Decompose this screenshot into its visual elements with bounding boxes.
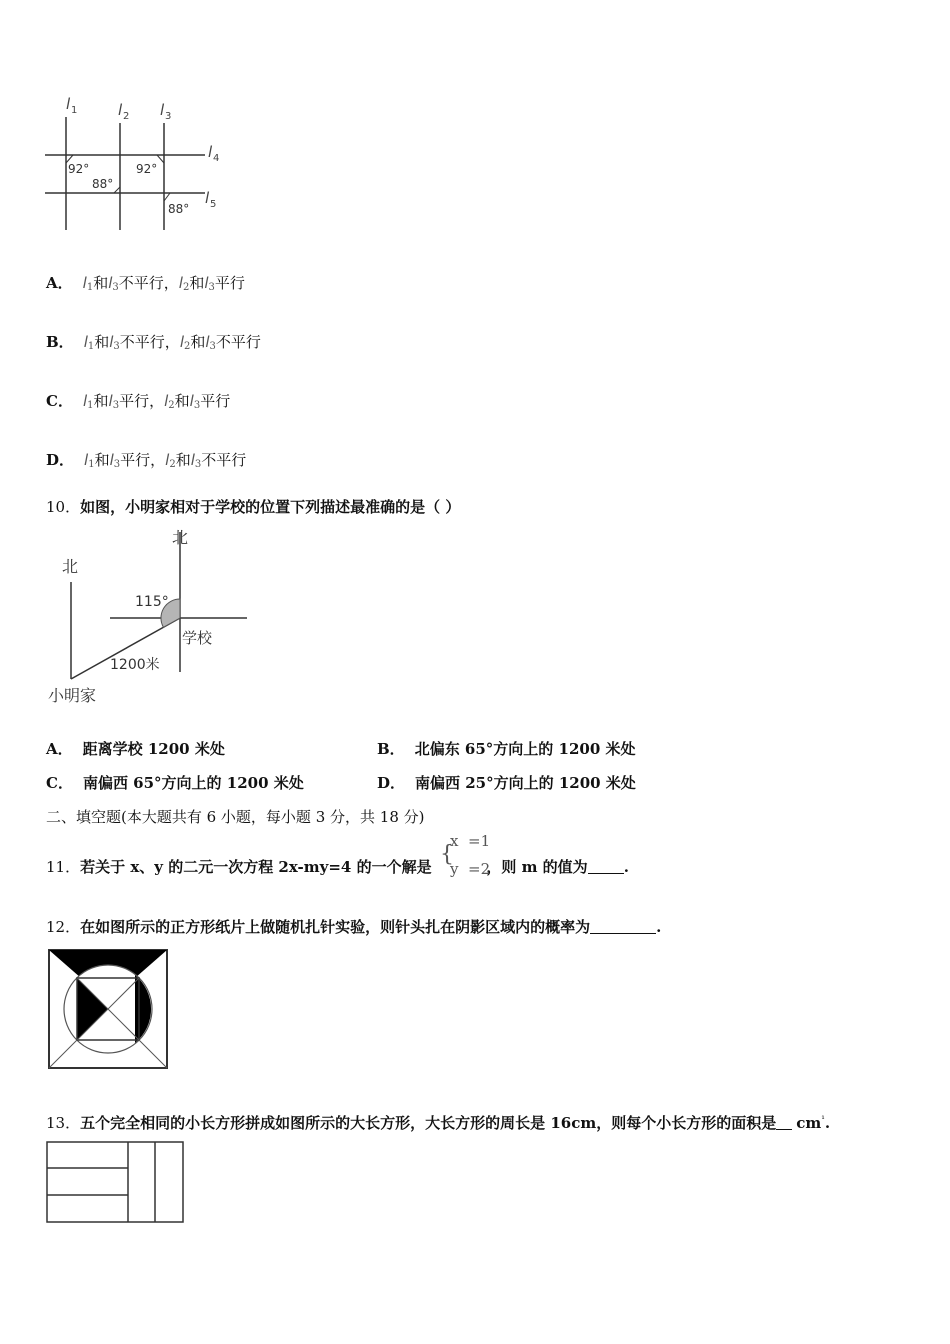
north-label-right: 北	[172, 528, 189, 547]
angle-88-right: 88°	[168, 202, 190, 216]
home-label: 小明家	[48, 686, 97, 705]
parallel-lines-figure	[40, 95, 240, 235]
label-l2: l	[118, 101, 123, 119]
q10-option-c[interactable]: C． 南偏西 65°方向上的 1200 米处	[46, 774, 304, 792]
label-l4: l	[208, 143, 213, 161]
option-d[interactable]: D． $l_1$和$l_3$平行，$l_2$和$l_3$不平行	[46, 451, 247, 470]
q10-option-d[interactable]: D． 南偏西 25°方向上的 1200 米处	[377, 774, 636, 792]
north-label-left: 北	[62, 557, 79, 576]
angle-label: 115°	[135, 594, 169, 610]
svg-text:5: 5	[210, 199, 217, 210]
angle-88-left: 88°	[92, 177, 114, 191]
svg-text:1: 1	[71, 105, 78, 116]
option-a[interactable]: A． $l_1$和$l_3$不平行，$l_2$和$l_3$平行	[46, 274, 245, 293]
angle-92-left: 92°	[68, 162, 90, 176]
answer-blank-13[interactable]	[776, 1115, 792, 1130]
section-title: 二、填空题(本大题共有 6 小题，每小题 3 分，共 18 分)	[46, 808, 425, 826]
option-c[interactable]: C． $l_1$和$l_3$平行，$l_2$和$l_3$平行	[46, 392, 231, 411]
distance-label: 1200米	[110, 657, 160, 673]
label-l5: l	[205, 189, 210, 207]
svg-text:2: 2	[123, 111, 130, 122]
school-label: 学校	[182, 629, 213, 647]
svg-text:3: 3	[165, 111, 172, 122]
angle-92-right: 92°	[136, 162, 158, 176]
question-11: 11．若关于 x、y 的二元一次方程 2x-my=4 的一个解是 ，则 m 的值为 .	[46, 858, 629, 876]
answer-blank-11[interactable]	[588, 859, 624, 874]
q10-option-b[interactable]: B． 北偏东 65°方向上的 1200 米处	[377, 740, 636, 758]
svg-text:4: 4	[213, 153, 220, 164]
brace-icon: {	[440, 842, 454, 867]
answer-blank-12[interactable]	[590, 919, 656, 934]
label-l1: l	[66, 95, 71, 113]
option-b[interactable]: B． $l_1$和$l_3$不平行，$l_2$和$l_3$不平行	[46, 333, 261, 352]
question-10: 10．如图，小明家相对于学校的位置下列描述最准确的是（ ）	[46, 498, 461, 516]
q10-option-a[interactable]: A． 距离学校 1200 米处	[46, 740, 225, 758]
question-12: 12．在如图所示的正方形纸片上做随机扎针实验，则针头扎在阴影区域内的概率为 .	[46, 918, 662, 936]
rectangles-figure	[46, 1141, 186, 1224]
question-13: 13．五个完全相同的小长方形拼成如图所示的大长方形，大长方形的周长是 16cm，则每个小长方形的面积是 $cm^{^1}$.	[46, 1114, 831, 1132]
square-probability-figure	[48, 949, 170, 1071]
label-l3: l	[160, 101, 165, 119]
direction-figure	[40, 522, 260, 712]
